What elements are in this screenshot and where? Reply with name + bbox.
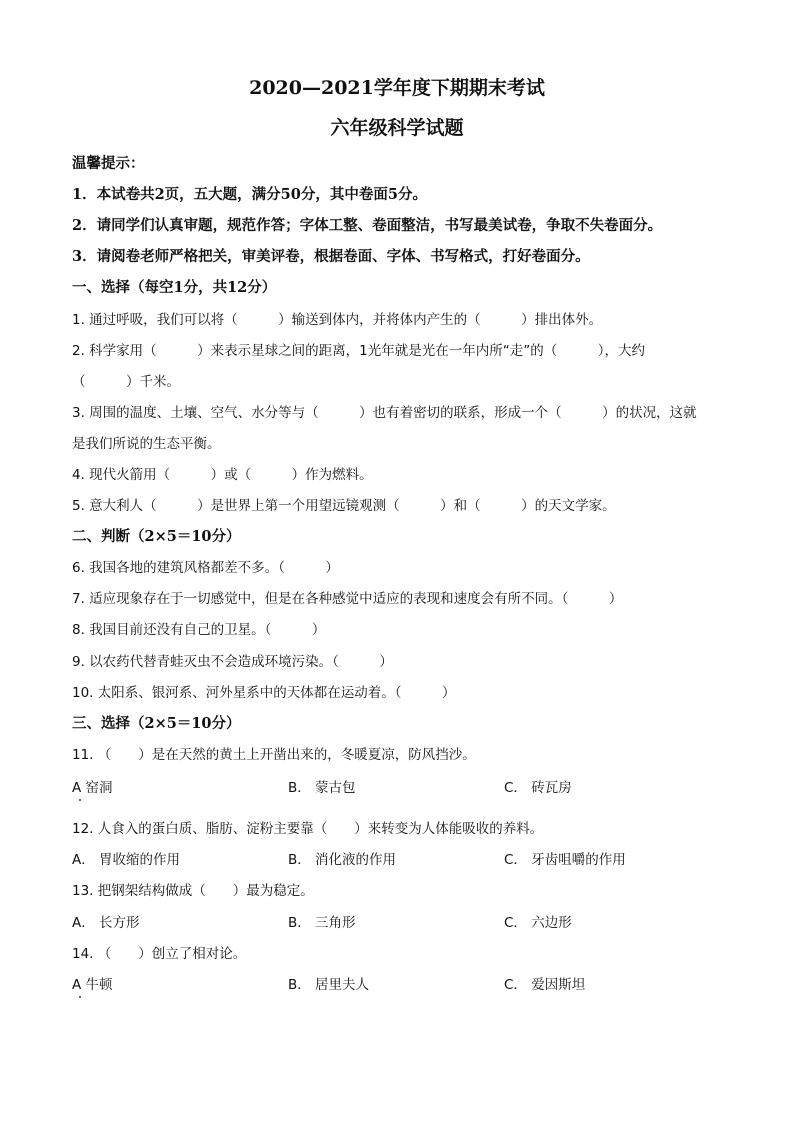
question-2-line-2: （ ）千米。 [72,374,180,390]
exam-title: 2020—2021学年度下期期末考试 [249,77,545,99]
question-3-line-2: 是我们所说的生态平衡。 [72,436,221,452]
section1-heading: 一、选择（每空1分，共12分） [72,279,277,296]
option-12-a: A． 胃收缩的作用 [72,852,181,868]
stray-dot [79,996,81,998]
tip-item-3: 3．请阅卷老师严格把关，审美评卷，根据卷面、字体、书写格式，打好卷面分。 [72,248,590,265]
tip-item-2: 2．请同学们认真审题，规范作答；字体工整、卷面整洁，书写最美试卷，争取不失卷面分。 [72,217,663,234]
exam-subtitle: 六年级科学试题 [330,117,464,139]
question-13: 13. 把钢架结构做成（ ）最为稳定。 [72,883,314,899]
question-3-line-1: 3. 周围的温度、土壤、空气、水分等与（ ）也有着密切的联系，形成一个（ ）的状况，这就 [72,405,697,421]
question-2-line-1: 2. 科学家用（ ）来表示星球之间的距离，1光年就是光在一年内所“走”的（ ），大约 [72,343,645,359]
section2-heading: 二、判断（2×5＝10分） [72,528,241,545]
option-14-b: B． 居里夫人 [288,977,370,993]
option-11-a: A 窑洞 [72,780,113,796]
question-11: 11. （ ）是在天然的黄土上开凿出来的，冬暖夏凉，防风挡沙。 [72,747,476,763]
question-4: 4. 现代火箭用（ ）或（ ）作为燃料。 [72,467,373,483]
question-5: 5. 意大利人（ ）是世界上第一个用望远镜观测（ ）和（ ）的天文学家。 [72,498,616,514]
question-6: 6. 我国各地的建筑风格都差不多。（ ） [72,560,339,576]
option-14-a: A 牛顿 [72,977,113,993]
question-14: 14. （ ）创立了相对论。 [72,946,247,962]
question-7: 7. 适应现象存在于一切感觉中，但是在各种感觉中适应的表现和速度会有所不同。（ ） [72,591,623,607]
option-12-b: B． 消化液的作用 [288,852,397,868]
question-12: 12. 人食入的蛋白质、脂肪、淀粉主要靠（ ）来转变为人体能吸收的养料。 [72,821,544,837]
question-1: 1. 通过呼吸，我们可以将（ ）输送到体内，并将体内产生的（ ）排出体外。 [72,312,603,328]
option-11-c: C． 砖瓦房 [504,780,572,796]
question-9: 9. 以农药代替青蛙灭虫不会造成环境污染。（ ） [72,654,393,670]
stray-dot [79,799,81,801]
section3-heading: 三、选择（2×5＝10分） [72,715,241,732]
option-12-c: C． 牙齿咀嚼的作用 [504,852,626,868]
tips-heading: 温馨提示： [72,155,145,172]
question-8: 8. 我国目前还没有自己的卫星。（ ） [72,622,326,638]
tip-item-1: 1．本试卷共2页，五大题，满分50分，其中卷面5分。 [72,186,427,203]
option-13-a: A． 长方形 [72,915,140,931]
option-11-b: B． 蒙古包 [288,780,356,796]
option-14-c: C． 爱因斯坦 [504,977,586,993]
option-13-c: C． 六边形 [504,915,572,931]
question-10: 10. 太阳系、银河系、河外星系中的天体都在运动着。（ ） [72,685,456,701]
option-13-b: B． 三角形 [288,915,356,931]
